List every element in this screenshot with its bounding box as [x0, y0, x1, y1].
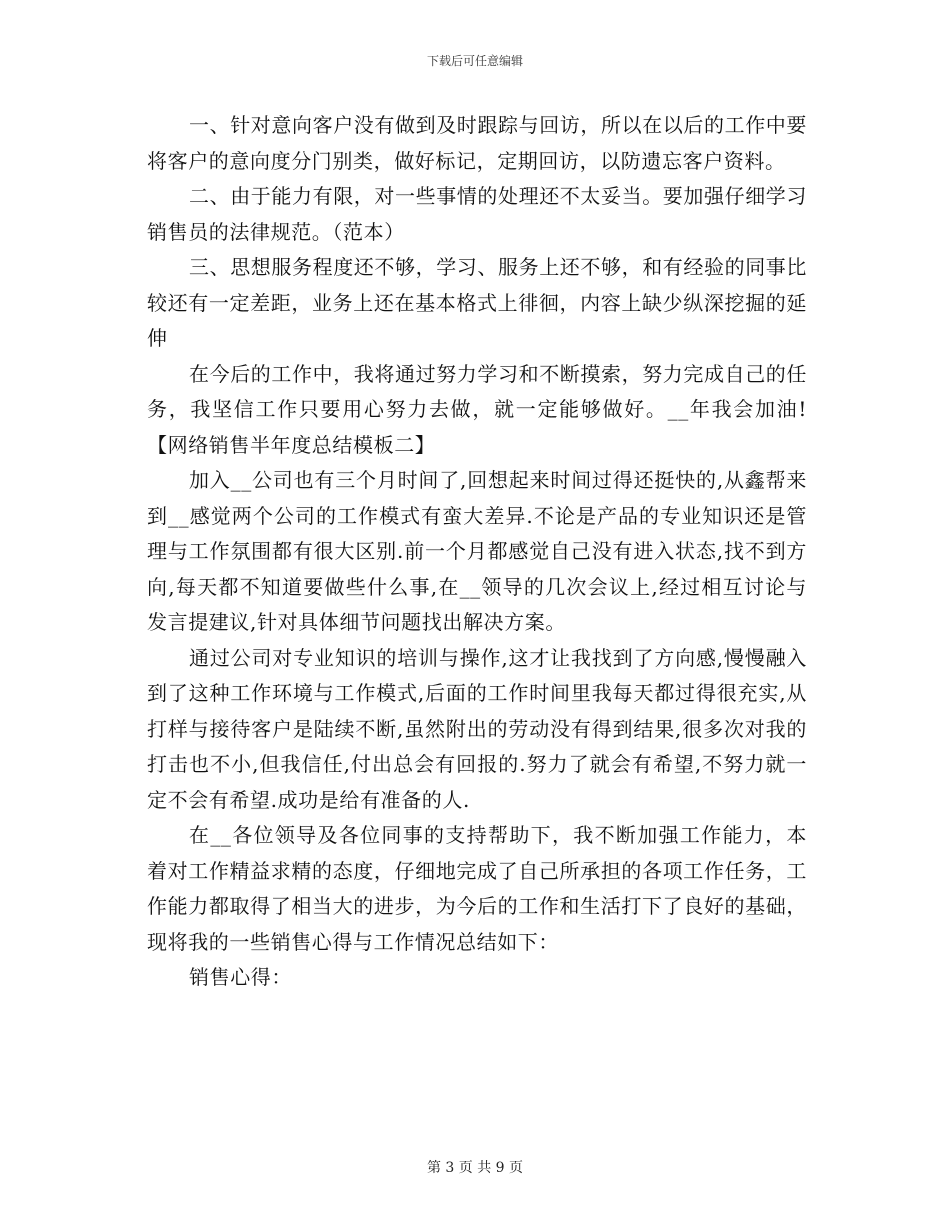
- paragraph-1: 一、针对意向客户没有做到及时跟踪与回访，所以在以后的工作中要将客户的意向度分门别类，做好标记，定期回访，以防遗忘客户资料。: [147, 113, 807, 173]
- paragraph-6: 通过公司对专业知识的培训与操作,这才让我找到了方向感,慢慢融入到了这种工作环境与工作模式,后面的工作时间里我每天都过得很充实,从打样与接待客户是陆续不断,虽然附出的劳动没有得到结果,很多次对我的打击也不小,但我信任,付出总会有回报的.努力了就会有希望,不努力就一定不会有希望.成功是给有准备的人.: [147, 645, 807, 812]
- paragraph-5: 加入__公司也有三个月时间了,回想起来时间过得还挺快的,从鑫帮来到__感觉两个公司的工作模式有蛮大差异.不论是产品的专业知识还是管理与工作氛围都有很大区别.前一个月都感觉自己没有进入状态,找不到方向,每天都不知道要做些什么事,在__领导的几次会议上,经过相互讨论与发言提建议,针对具体细节问题找出解决方案。: [147, 468, 807, 634]
- document-body: [147, 108, 807, 996]
- page-footer: 第 3 页 共 9 页: [426, 1160, 524, 1176]
- paragraph-4: 在今后的工作中，我将通过努力学习和不断摸索，努力完成自己的任务，我坚信工作只要用心努力去做，就一定能够做好。__年我会加油!【网络销售半年度总结模板二】: [147, 361, 807, 457]
- paragraph-8: 销售心得：: [189, 965, 292, 989]
- paragraph-2: 二、由于能力有限，对一些事情的处理还不太妥当。要加强仔细学习销售员的法律规范。（范本）: [147, 184, 807, 244]
- paragraph-3: 三、思想服务程度还不够，学习、服务上还不够，和有经验的同事比较还有一定差距，业务上还在基本格式上徘徊，内容上缺少纵深挖掘的延伸: [147, 255, 807, 350]
- paragraph-7: 在__各位领导及各位同事的支持帮助下，我不断加强工作能力，本着对工作精益求精的态度，仔细地完成了自己所承担的各项工作任务，工作能力都取得了相当大的进步，为今后的工作和生活打下了良好的基础，现将我的一些销售心得与工作情况总结如下：: [147, 823, 807, 954]
- page-header: 下载后可任意编辑: [426, 54, 523, 68]
